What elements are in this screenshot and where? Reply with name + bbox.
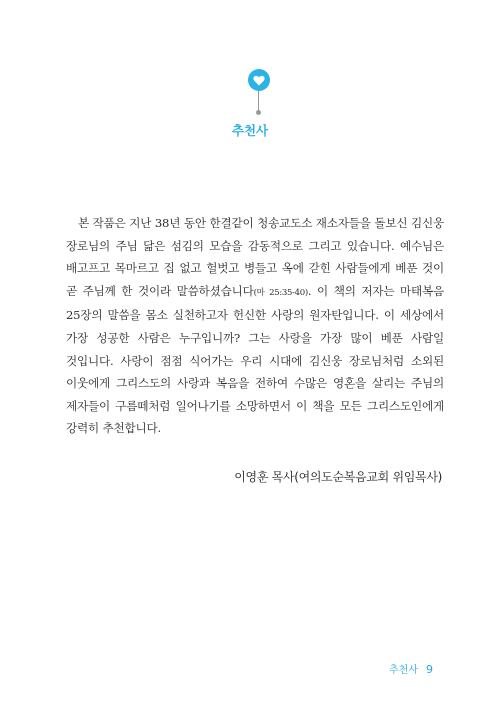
paragraph-text-part-2: . 이 책의 저자는 마태복음 25장의 말씀을 몸소 실천하고자 헌신한 사랑의 원자탄입니다. 이 세상에서 가장 성공한 사람은 누구입니까? 그는 사랑을 가장 많이 베푼 사람일 것입니다. 사랑이 점점 식어가는 우리 시대에 김신웅 장로님처럼 소외된 이웃에게 그리스도의 사랑과 복음을 전하여 수많은 영혼을 살리는 주님의 제자들이 구름떼처럼 일어나기를 소망하면서 이 책을 모든 그리스도인에게 강력히 추천합니다.: [66, 283, 444, 436]
author-signature: 이영훈 목사(여의도순복음교회 위임목사): [234, 470, 442, 484]
connector-line: [258, 91, 259, 111]
page-footer: [389, 661, 433, 676]
footer-section-label: 추천사: [389, 665, 418, 676]
section-title: 추천사: [231, 123, 269, 138]
paragraph-text-part-1: 본 작품은 지난 38년 동안 한결같이 청송교도소 재소자들을 돌보신 김신웅 장로님의 주님 닮은 섬김의 모습을 감동적으로 그리고 있습니다. 예수님은 배고프고 목마르고 집 없고 헐벗고 병들고 옥에 갇힌 사람들에게 베푼 것이 곧 주님께 한 것이라 말씀하셨습니다: [66, 216, 444, 298]
recommendation-paragraph: [66, 212, 444, 440]
bible-citation: (마 25:35-40): [253, 287, 308, 298]
heart-icon: [253, 75, 265, 86]
heart-badge: [248, 69, 270, 91]
connector-dot: [256, 110, 261, 115]
page-number: 9: [426, 663, 433, 676]
